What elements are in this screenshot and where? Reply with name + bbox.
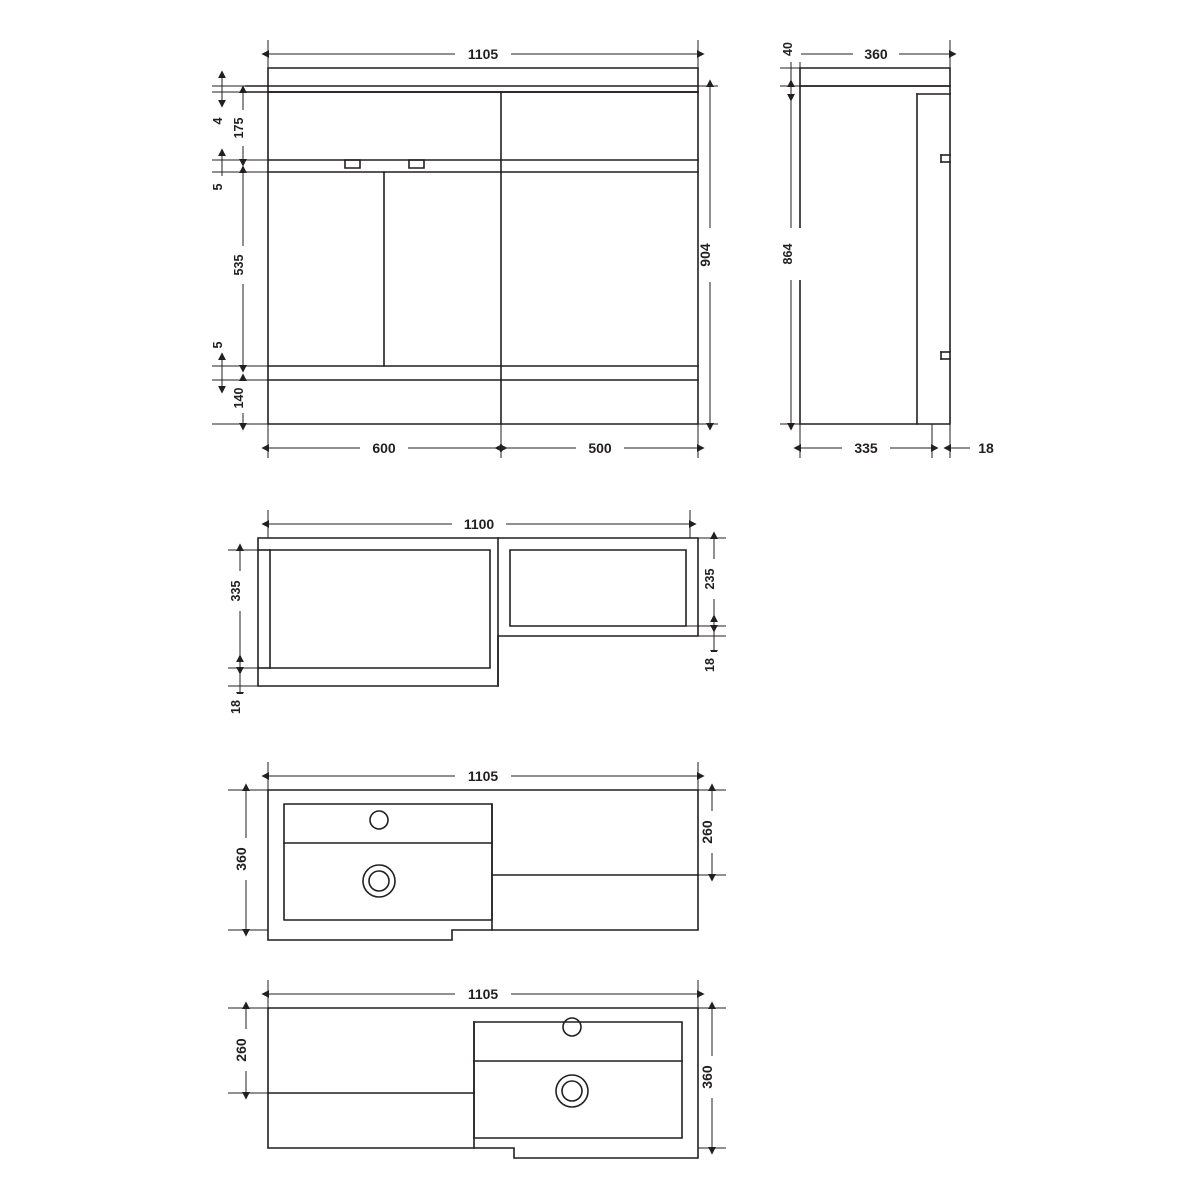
- dim-fe-total-height: [697, 86, 720, 424]
- dim-label: 4: [211, 117, 225, 125]
- dim-br-shelf-depth: [228, 1008, 268, 1093]
- dim-label: 335: [229, 580, 243, 602]
- dim-fe-bottom: [268, 424, 698, 458]
- dim-br-basin-depth: [698, 1008, 726, 1148]
- dim-label: 18: [978, 440, 994, 456]
- dim-label: 360: [864, 46, 888, 62]
- dim-label: 18: [703, 658, 717, 672]
- dim-label: 1105: [467, 768, 499, 784]
- dim-label: 600: [372, 440, 396, 456]
- dim-label: 18: [229, 700, 243, 714]
- dim-label: 1105: [467, 46, 499, 62]
- dim-label: 40: [781, 42, 795, 56]
- dim-pv-total-width: [268, 510, 690, 538]
- dim-label: 260: [233, 1038, 249, 1062]
- dim-bl-total-width: [268, 762, 698, 790]
- dim-se-left-chain: [780, 36, 801, 424]
- dim-pv-left-chain: [228, 550, 268, 716]
- dim-pv-right-chain: [686, 538, 726, 674]
- dim-bl-shelf-depth: [698, 790, 726, 875]
- dim-label: 864: [781, 243, 795, 265]
- dim-label: 5: [211, 183, 225, 191]
- basin-plan-left-geometry: [268, 790, 698, 940]
- dim-se-worktop-depth: [800, 40, 950, 68]
- plan-view-geometry: [258, 538, 698, 686]
- side-elevation-geometry: [800, 68, 950, 424]
- dim-bl-basin-depth: [228, 790, 268, 930]
- dim-label: 260: [699, 820, 715, 844]
- basin-plan-right-geometry: [268, 1008, 698, 1158]
- dim-label: 904: [697, 243, 713, 267]
- dim-se-bottom: [800, 424, 1002, 458]
- dim-label: 1105: [467, 986, 499, 1002]
- dim-label: 335: [854, 440, 878, 456]
- dim-label: 175: [232, 117, 246, 139]
- dim-label: 5: [211, 341, 225, 349]
- dim-label: 140: [232, 387, 246, 409]
- dim-label: 360: [699, 1065, 715, 1089]
- dim-label: 500: [588, 440, 612, 456]
- dim-fe-width-total: [268, 40, 698, 92]
- front-elevation-geometry: [246, 68, 698, 424]
- dim-fe-left-chain: [211, 78, 268, 424]
- dim-label: 235: [703, 568, 717, 590]
- dim-label: 535: [232, 254, 246, 276]
- dim-label: 1100: [463, 516, 495, 532]
- dim-br-total-width: [268, 980, 698, 1008]
- dim-label: 360: [233, 847, 249, 871]
